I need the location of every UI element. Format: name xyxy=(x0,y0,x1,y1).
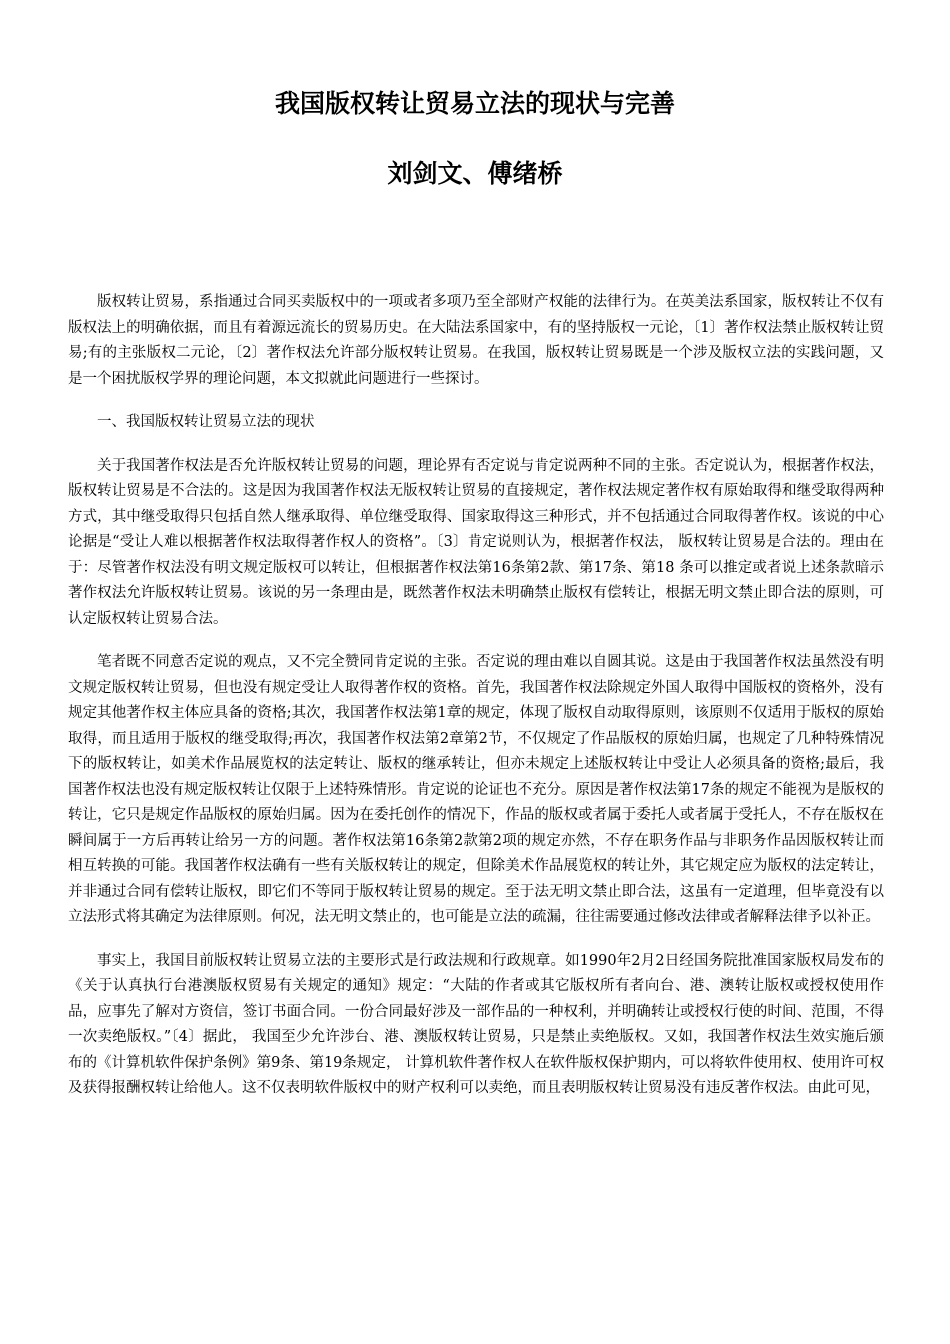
body-paragraph: 关于我国著作权法是否允许版权转让贸易的问题，理论界有否定说与肯定说两种不同的主张。否定说认为，根据著作权法，版权转让贸易是不合法的。这是因为我国著作权法无版权转让贸易的直接规定，著作权法规定著作权有原始取得和继受取得两种方式，其中继受取得只包括自然人继承取得、单位继受取得、国家取得这三种形式，并不包括通过合同取得著作权。该说的中心论据是“受让人难以根据著作权法取得著作权人的资格”。〔3〕肯定说则认为，根据著作权法， 版权转让贸易是合法的。理由在于：尽管著作权法没有明文规定版权可以转让，但根据著作权法第16条第2款、第17条、第18 条可以推定或者说上述条款暗示著作权法允许版权转让贸易。该说的另一条理由是，既然著作权法未明确禁止版权有偿转让，根据无明文禁止即合法的原则，可认定版权转让贸易合法。 xyxy=(68,457,884,627)
section-heading: 一、我国版权转让贸易立法的现状 xyxy=(97,414,315,430)
intro-paragraph: 版权转让贸易，系指通过合同买卖版权中的一项或者多项乃至全部财产权能的法律行为。在英美法系国家，版权转让不仅有版权法上的明确依据，而且有着源远流长的贸易历史。在大陆法系国家中，有的坚持版权一元论，〔1〕著作权法禁止版权转让贸易;有的主张版权二元论，〔2〕著作权法允许部分版权转让贸易。在我国，版权转让贸易既是一个涉及版权立法的实践问题，又是一个困扰版权学界的理论问题，本文拟就此问题进行一些探讨。 xyxy=(68,294,884,387)
body-paragraph: 笔者既不同意否定说的观点，又不完全赞同肯定说的主张。否定说的理由难以自圆其说。这是由于我国著作权法虽然没有明文规定版权转让贸易，但也没有规定受让人取得著作权的资格。首先，我国著作权法除规定外国人取得中国版权的资格外，没有规定其他著作权主体应具备的资格;其次，我国著作权法第1章的规定，体现了版权自动取得原则，该原则不仅适用于版权的原始取得，而且适用于版权的继受取得;再次，我国著作权法第2章第2节，不仅规定了作品版权的原始归属，也规定了几种特殊情况下的版权转让，如美术作品展览权的法定转让、版权的继承转让，但亦未规定上述版权转让中受让人必须具备的资格;最后，我国著作权法也没有规定版权转让仅限于上述特殊情形。肯定说的论证也不充分。原因是著作权法第17条的规定不能视为是版权的转让，它只是规定作品版权的原始归属。因为在委托创作的情况下，作品的版权或者属于委托人或者属于受托人，不存在版权在瞬间属于一方后再转让给另一方的问题。著作权法第16条第2款第2项的规定亦然，不存在职务作品与非职务作品因版权转让而相互转换的可能。我国著作权法确有一些有关版权转让的规定，但除美术作品展览权的转让外，其它规定应为版权的法定转让，并非通过合同有偿转让版权，即它们不等同于版权转让贸易的规定。至于法无明文禁止即合法，这虽有一定道理，但毕竟没有以立法形式将其确定为法律原则。何况，法无明文禁止的，也可能是立法的疏漏，往往需要通过修改法律或者解释法律予以补正。 xyxy=(68,654,884,925)
author-names: 刘剑文、傅绪桥 xyxy=(387,159,563,188)
body-paragraph: 事实上，我国目前版权转让贸易立法的主要形式是行政法规和行政规章。如1990年2月2日经国务院批准国家版权局发布的《关于认真执行台港澳版权贸易有关规定的通知》规定：“大陆的作者或其它版权所有者向台、港、澳转让版权或授权使用作品，应事先了解对方资信，签订书面合同。一份合同最好涉及一部作品的一种权利，并明确转让或授权行使的时间、范围，不得一次卖绝版权。”〔4〕据此， 我国至少允许涉台、港、澳版权转让贸易，只是禁止卖绝版权。又如，我国著作权法生效实施后颁布的《计算机软件保护条例》第9条、第19条规定， 计算机软件著作权人在软件版权保护期内，可以将软件使用权、使用许可权及获得报酬权转让给他人。这不仅表明软件版权中的财产权利可以卖绝，而且表明版权转让贸易没有违反著作权法。由此可见， xyxy=(68,952,884,1096)
document-title: 我国版权转让贸易立法的现状与完善 xyxy=(274,89,675,118)
document-body xyxy=(68,290,884,1120)
